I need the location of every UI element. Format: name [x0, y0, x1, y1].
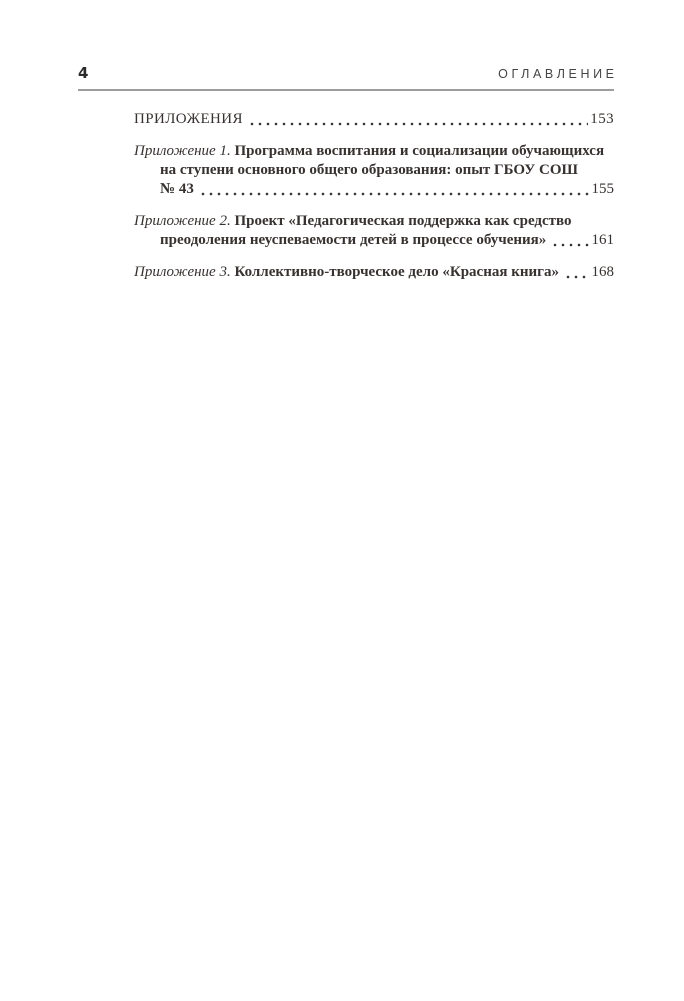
running-title: ОГЛАВЛЕНИЕ: [498, 67, 618, 81]
header-rule: [78, 89, 614, 91]
dot-leader: [248, 110, 588, 129]
toc-entry-line: [134, 212, 614, 231]
toc-entry-name: Приложение 2.: [134, 213, 231, 229]
toc-entry-page: 168: [591, 264, 614, 280]
toc-entry-name: Приложение 3.: [134, 264, 231, 280]
toc-section-page: 153: [590, 111, 614, 127]
toc-entry-line: [160, 231, 614, 250]
dot-leader: [564, 263, 590, 282]
toc-section-row: [134, 110, 614, 129]
page-number: 4: [78, 64, 89, 82]
running-header: [78, 64, 618, 83]
toc-entry-line: [160, 180, 614, 199]
toc-entry-title: № 43: [160, 181, 194, 197]
toc-entry: [134, 263, 614, 282]
toc-entry-line: [134, 263, 614, 282]
toc-entry-page: 161: [591, 232, 614, 248]
toc-entry-title: Коллективно-творческое дело «Красная книга»: [234, 264, 559, 280]
toc-entry-title: Проект «Педагогическая поддержка как средство: [234, 213, 572, 229]
toc-entry-line: [134, 142, 614, 161]
toc-entry: [134, 142, 614, 199]
table-of-contents: [134, 110, 614, 282]
toc-entry: [134, 212, 614, 250]
toc-entry-title: Программа воспитания и социализации обучающихся: [234, 143, 605, 159]
dot-leader: [551, 231, 589, 250]
toc-entry-name: Приложение 1.: [134, 143, 231, 159]
toc-entry-text: [134, 263, 559, 282]
dot-leader: [199, 180, 590, 199]
toc-entry-line: [160, 161, 614, 180]
toc-entry-page: 155: [591, 181, 614, 197]
toc-entry-title: на ступени основного общего образования: опыт ГБОУ СОШ: [160, 162, 578, 178]
toc-entry-title: преодоления неуспеваемости детей в процессе обучения»: [160, 232, 547, 248]
toc-section-label: ПРИЛОЖЕНИЯ: [134, 111, 243, 127]
